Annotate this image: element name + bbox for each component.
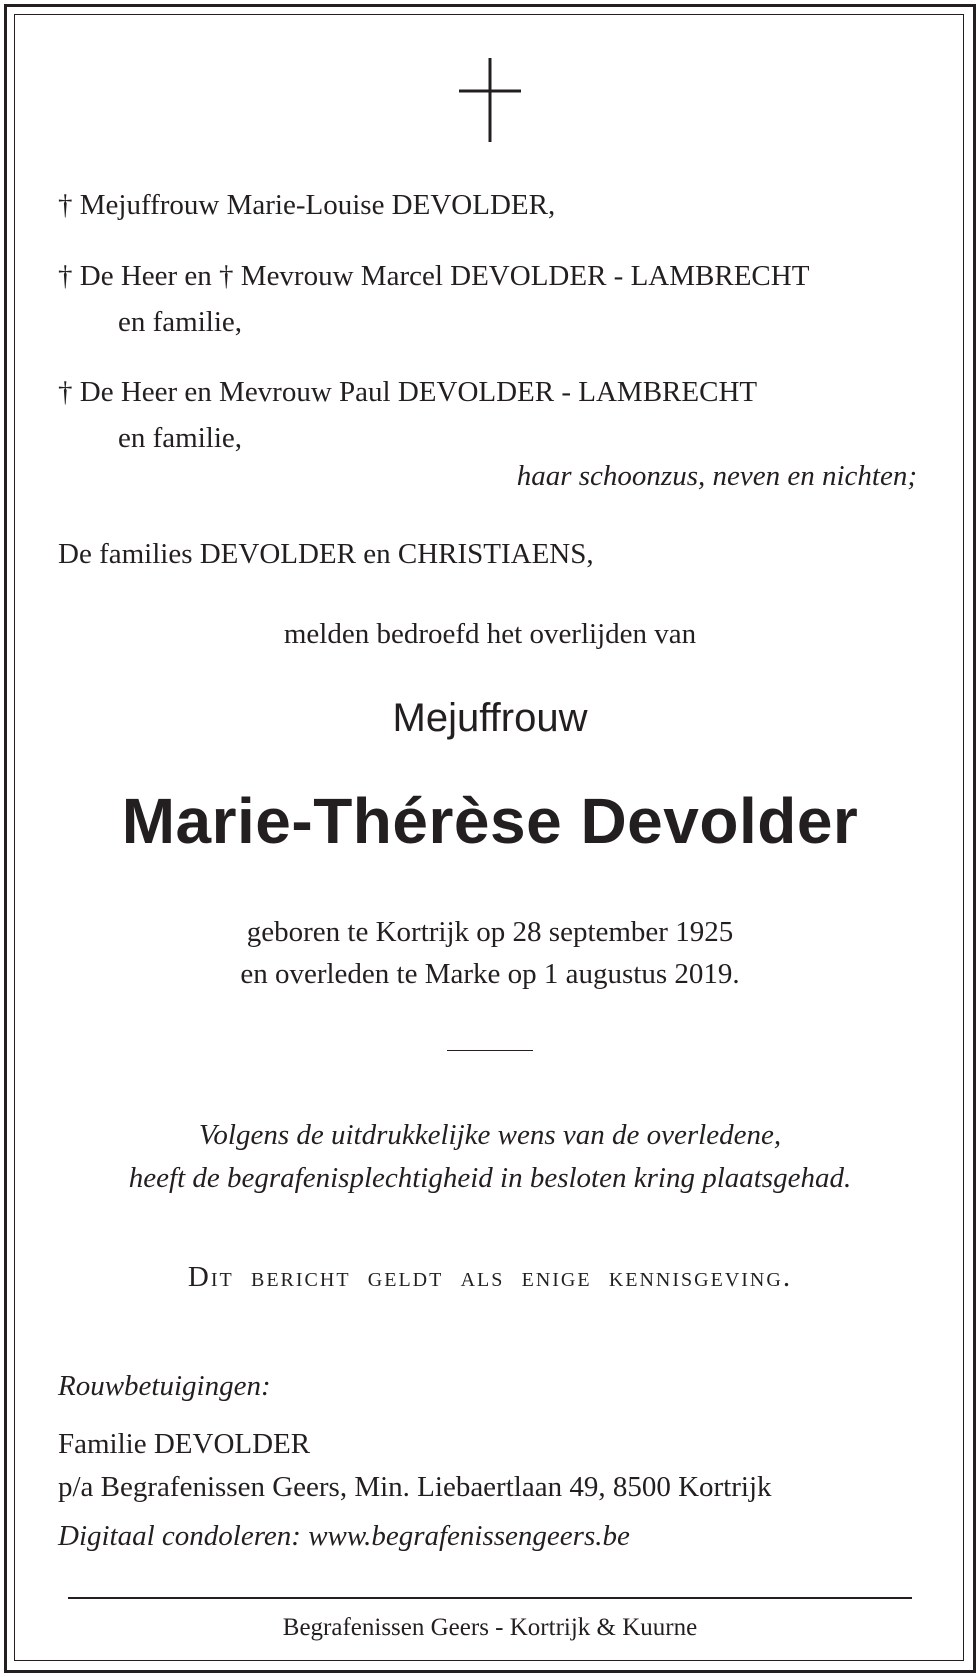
condolences-heading: Rouwbetuigingen:	[58, 1370, 271, 1402]
deceased-title: Mejuffrouw	[392, 696, 588, 740]
cross-icon	[459, 58, 521, 142]
death-line: en overleden te Marke op 1 augustus 2019.	[240, 958, 740, 990]
family-line-3-continuation: en familie,	[118, 422, 243, 454]
family-line-3: † De Heer en Mevrouw Paul DEVOLDER - LAMBRECHT	[58, 376, 758, 408]
footer-text: Begrafenissen Geers - Kortrijk & Kuurne	[282, 1614, 698, 1641]
short-divider	[447, 1050, 533, 1051]
birth-line: geboren te Kortrijk op 28 september 1925	[246, 916, 734, 948]
announce-line: melden bedroefd het overlijden van	[283, 618, 697, 650]
condolences-address: p/a Begrafenissen Geers, Min. Liebaertlaan 49, 8500 Kortrijk	[58, 1471, 772, 1503]
families-line: De families DEVOLDER en CHRISTIAENS,	[58, 538, 594, 570]
condolences-online: Digitaal condoleren: www.begrafenissengeers.be	[58, 1520, 630, 1552]
footer-divider	[68, 1597, 912, 1599]
wish-line-2: heeft de begrafenisplechtigheid in besloten kring plaatsgehad.	[128, 1162, 852, 1194]
family-line-1: † Mejuffrouw Marie-Louise DEVOLDER,	[58, 189, 556, 221]
relation-line: haar schoonzus, neven en nichten;	[516, 460, 917, 492]
family-line-2-continuation: en familie,	[118, 306, 243, 338]
condolences-recipient: Familie DEVOLDER	[58, 1428, 311, 1460]
deceased-name: Marie-Thérèse Devolder	[121, 785, 859, 857]
family-line-2: † De Heer en † Mevrouw Marcel DEVOLDER - LAMBRECHT	[58, 260, 810, 292]
wish-line-1: Volgens de uitdrukkelijke wens van de overledene,	[198, 1119, 782, 1151]
notice-line: Dit bericht geldt als enige kennisgeving.	[187, 1261, 793, 1293]
